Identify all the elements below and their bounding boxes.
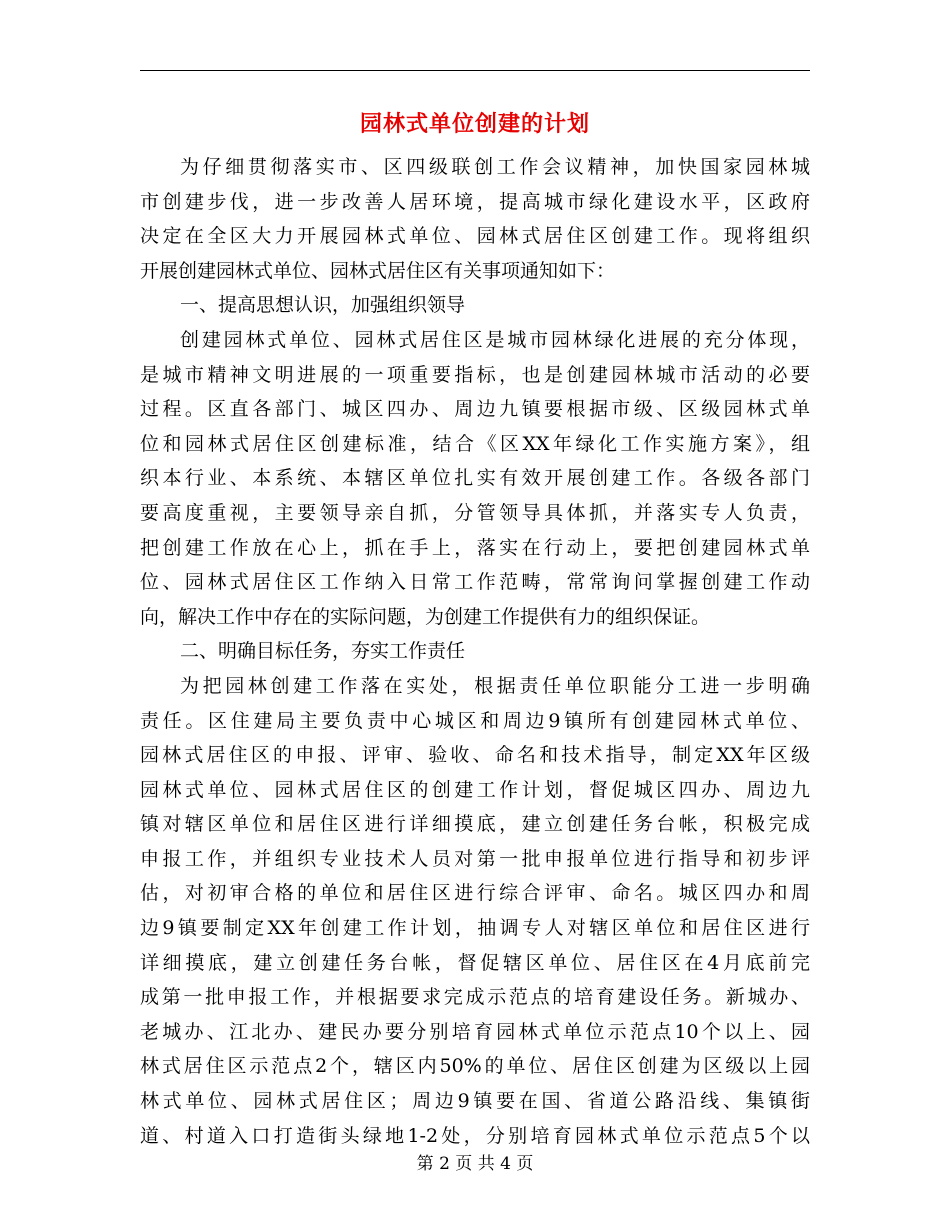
text-line: 向，解决工作中存在的实际问题，为创建工作提供有力的组织保证。 [140,605,711,628]
text-line: 织本行业、本系统、本辖区单位扎实有效开展创建工作。各级各部门 [140,467,810,490]
text-line: 为把园林创建工作落在实处，根据责任单位职能分工进一步明确 [180,674,810,697]
text-line: 是城市精神文明进展的一项重要指标，也是创建园林城市活动的必要 [140,363,810,386]
text-line: 成第一批申报工作，并根据要求完成示范点的培育建设任务。新城办、 [140,986,810,1009]
text-line: 老城办、江北办、建民办要分别培育园林式单位示范点10个以上、园 [140,1020,810,1043]
text-line: 把创建工作放在心上，抓在手上，落实在行动上，要把创建园林式单 [140,536,810,559]
text-line: 道、村道入口打造街头绿地1-2处，分别培育园林式单位示范点5个以 [140,1124,810,1147]
text-line: 林式居住区示范点2个，辖区内50%的单位、居住区创建为区级以上园 [140,1055,810,1078]
document-title: 园林式单位创建的计划 [359,111,590,137]
text-line: 园林式居住区的申报、评审、验收、命名和技术指导，制定XX年区级 [140,744,810,767]
text-line: 位和园林式居住区创建标准，结合《区XX年绿化工作实施方案》，组 [140,432,810,455]
text-line: 园林式单位、园林式居住区的创建工作计划，督促城区四办、周边九 [140,778,810,801]
text-line: 要高度重视，主要领导亲自抓，分管领导具体抓，并落实专人负责， [140,501,810,524]
text-line: 二、明确目标任务，夯实工作责任 [180,640,466,663]
text-line: 估，对初审合格的单位和居住区进行综合评审、命名。城区四办和周 [140,882,810,905]
text-line: 镇对辖区单位和居住区进行详细摸底，建立创建任务台帐，积极完成 [140,813,810,836]
text-line: 一、提高思想认识，加强组织领导 [180,294,466,317]
text-line: 创建园林式单位、园林式居住区是城市园林绿化进展的充分体现， [180,328,810,351]
text-line: 详细摸底，建立创建任务台帐，督促辖区单位、居住区在4月底前完 [140,951,810,974]
header-rule [140,70,810,71]
document-body [140,150,810,1153]
text-line: 边9镇要制定XX年创建工作计划，抽调专人对辖区单位和居住区进行 [140,917,810,940]
text-line: 责任。区住建局主要负责中心城区和周边9镇所有创建园林式单位、 [140,709,810,732]
text-line: 申报工作，并组织专业技术人员对第一批申报单位进行指导和初步评 [140,847,810,870]
page-footer: 第 2 页 共 4 页 [416,1154,534,1174]
text-line: 为仔细贯彻落实市、区四级联创工作会议精神，加快国家园林城 [180,156,810,178]
text-line: 开展创建园林式单位、园林式居住区有关事项通知如下： [140,259,616,282]
text-line: 林式单位、园林式居住区；周边9镇要在国、省道公路沿线、集镇街 [140,1090,810,1113]
text-line: 市创建步伐，进一步改善人居环境，提高城市绿化建设水平，区政府 [140,190,810,213]
text-line: 位、园林式居住区工作纳入日常工作范畴，常常询问掌握创建工作动 [140,571,810,594]
text-line: 决定在全区大力开展园林式单位、园林式居住区创建工作。现将组织 [140,225,810,248]
text-line: 过程。区直各部门、城区四办、周边九镇要根据市级、区级园林式单 [140,398,810,421]
